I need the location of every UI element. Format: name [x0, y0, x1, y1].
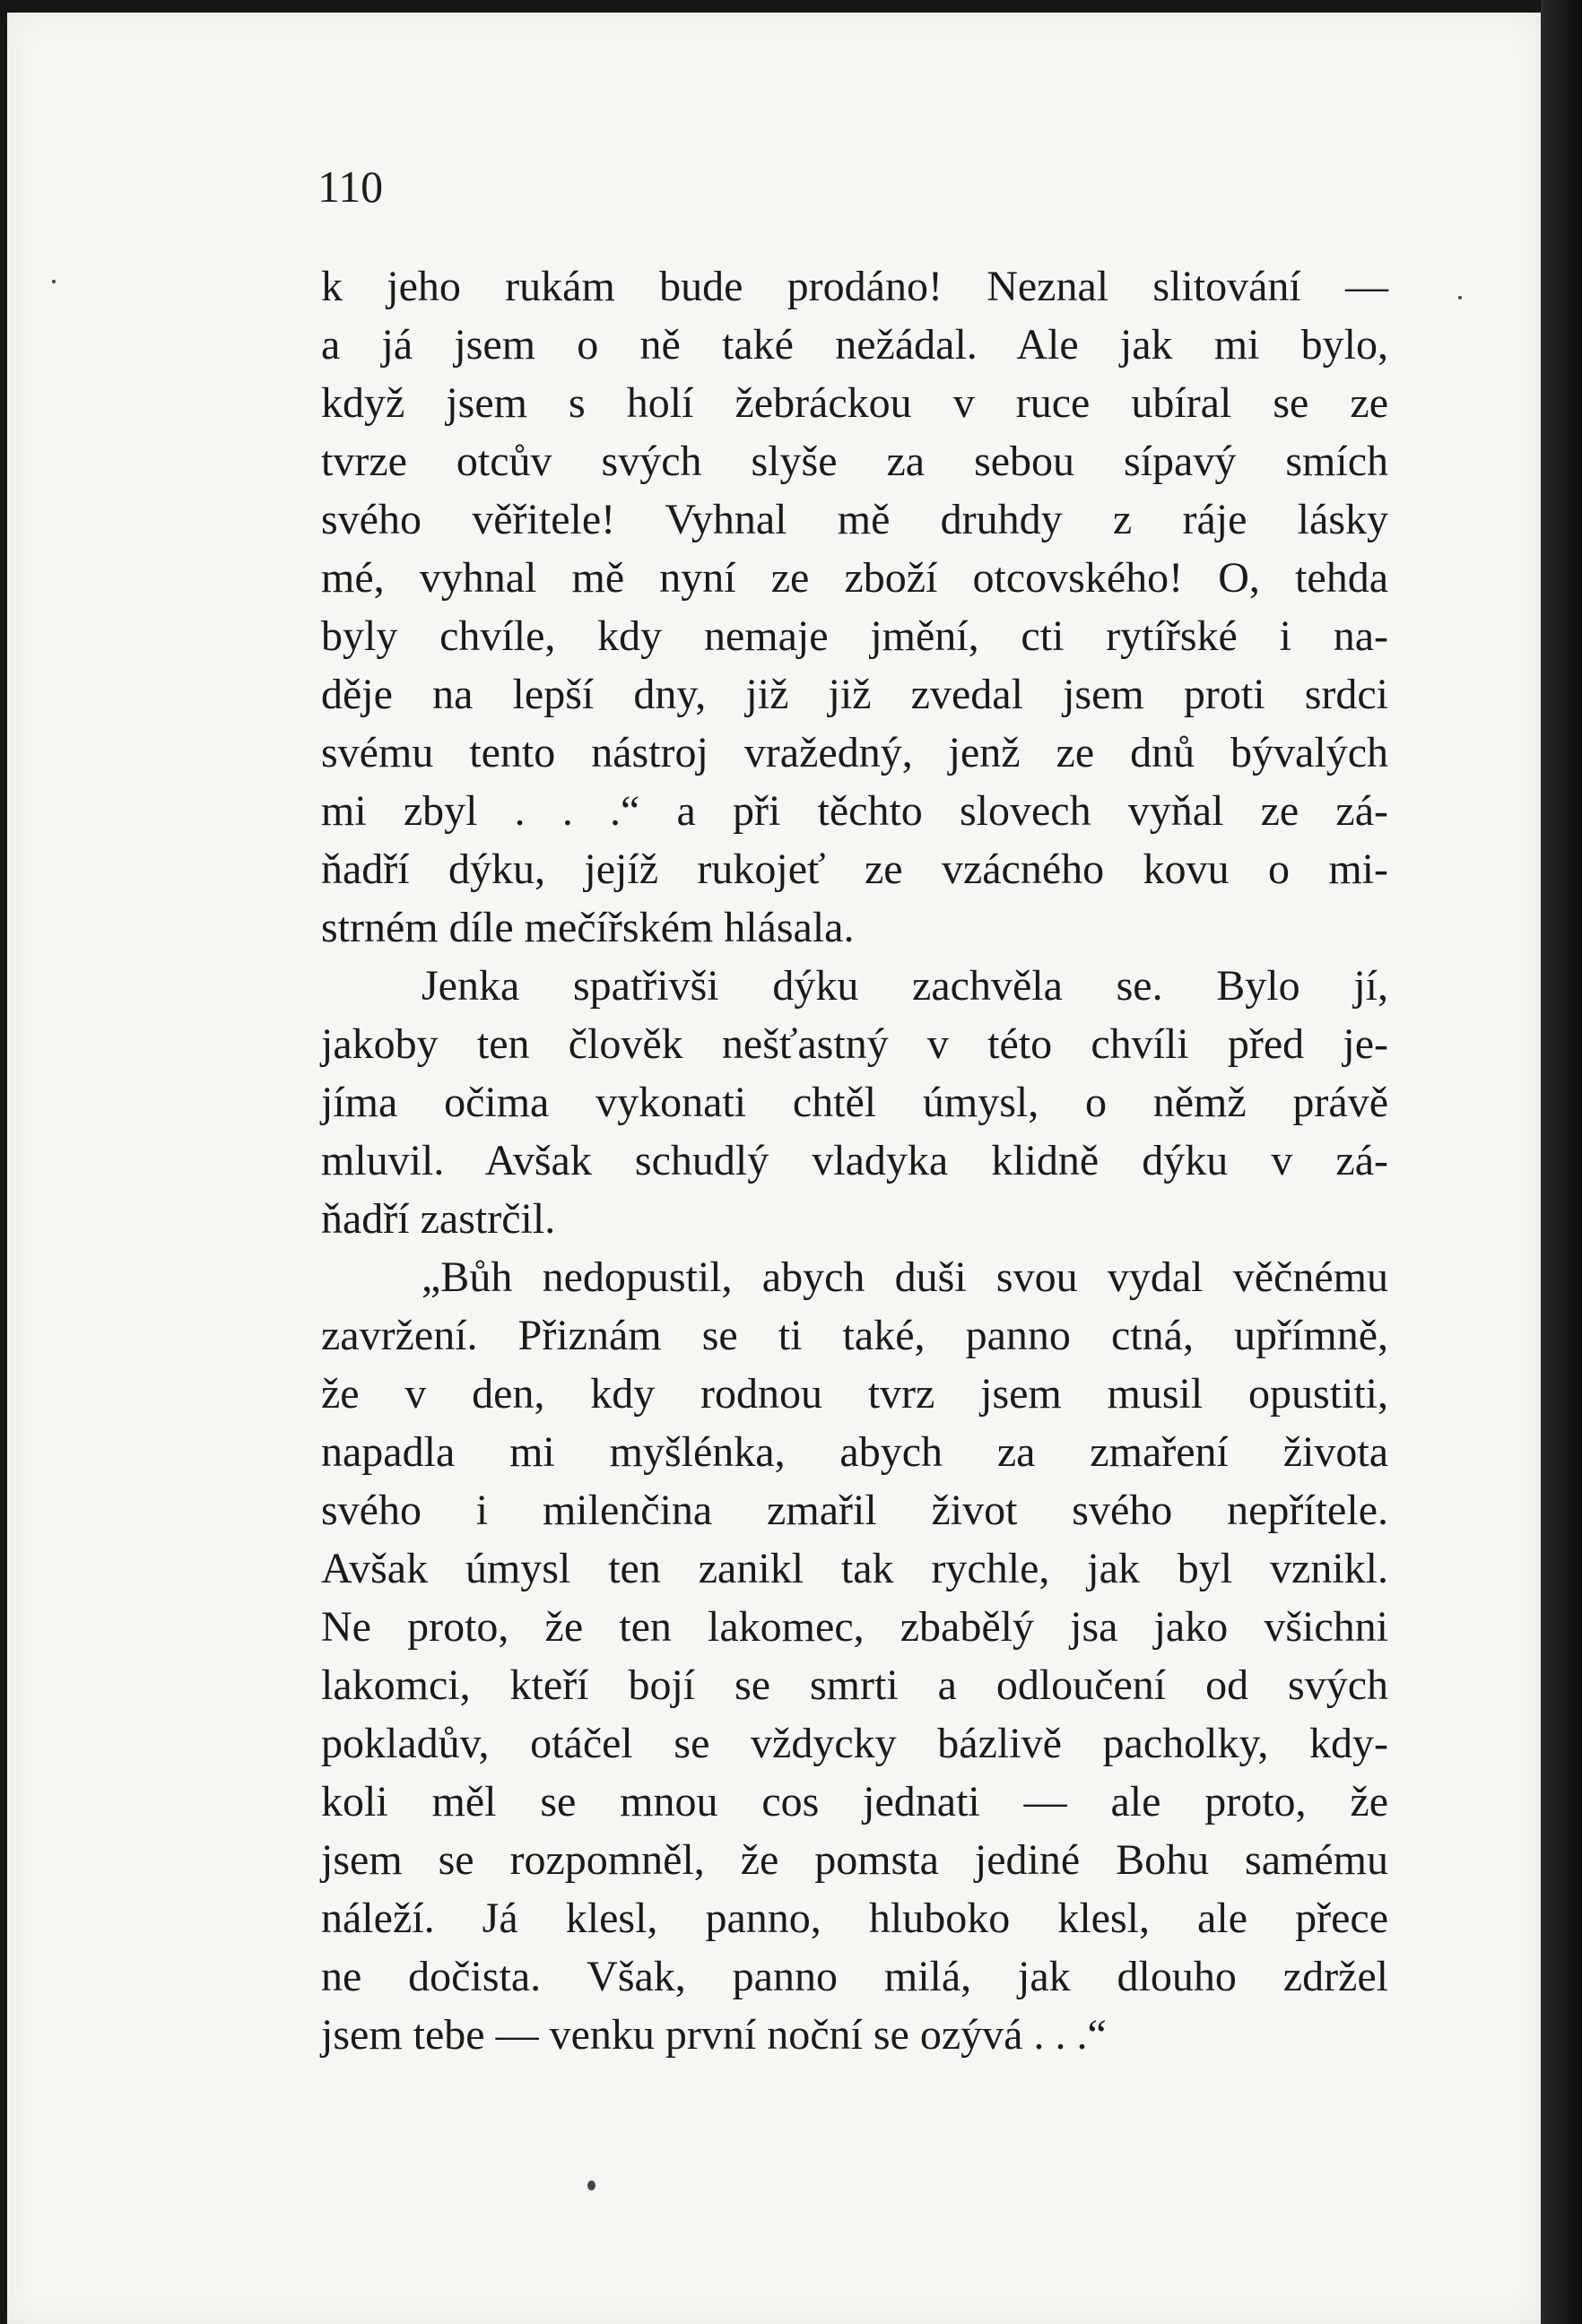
text-line: svému tento nástroj vražedný, jenž ze dnů bývalých — [321, 729, 1388, 776]
text-line: jakoby ten člověk nešťastný v této chvíli před je- — [321, 1020, 1388, 1068]
text-line: jíma očima vykonati chtěl úmysl, o němž právě — [321, 1079, 1388, 1126]
text-line: mi zbyl . . .“ a při těchto slovech vyňal ze zá- — [321, 787, 1388, 835]
scan-edge-shadow — [1541, 0, 1582, 2324]
page-number: 110 — [317, 161, 384, 212]
text-line: Ne proto, že ten lakomec, zbabělý jsa jako všichni — [321, 1603, 1388, 1651]
text-line: tvrze otcův svých slyše za sebou sípavý smích — [321, 438, 1388, 485]
ink-speck — [52, 280, 56, 283]
text-line: Jenka spatřivši dýku zachvěla se. Bylo jí, — [422, 962, 1388, 1010]
text-line: a já jsem o ně také nežádal. Ale jak mi bylo, — [321, 321, 1388, 369]
text-line: zavržení. Přiznám se ti také, panno ctná, upřímně, — [321, 1312, 1388, 1359]
text-line: že v den, kdy rodnou tvrz jsem musil opustiti, — [321, 1370, 1388, 1418]
text-line: jsem tebe — venku první noční se ozývá . . .“ — [321, 2011, 1107, 2059]
text-line: mluvil. Avšak schudlý vladyka klidně dýku v zá- — [321, 1137, 1388, 1184]
text-line: lakomci, kteří bojí se smrti a odloučení od svých — [321, 1661, 1388, 1709]
text-line: ňadří zastrčil. — [321, 1195, 556, 1243]
text-line: svého věřitele! Vyhnal mě druhdy z ráje lásky — [321, 496, 1388, 543]
text-line: byly chvíle, kdy nemaje jmění, cti rytířské i na- — [321, 612, 1388, 660]
text-line: mé, vyhnal mě nyní ze zboží otcovského! O, tehda — [321, 554, 1388, 602]
text-line: když jsem s holí žebráckou v ruce ubíral se ze — [321, 379, 1388, 427]
ink-speck — [1458, 296, 1462, 299]
text-line: náleží. Já klesl, panno, hluboko klesl, ale přece — [321, 1895, 1388, 1942]
text-line: jsem se rozpomněl, že pomsta jediné Bohu samému — [321, 1836, 1388, 1884]
text-line: pokladův, otáčel se vždycky bázlivě pacholky, kdy- — [321, 1720, 1388, 1767]
text-line: děje na lepší dny, již již zvedal jsem proti srdci — [321, 671, 1388, 718]
text-line: Avšak úmysl ten zanikl tak rychle, jak byl vznikl. — [321, 1545, 1388, 1592]
text-line: koli měl se mnou cos jednati — ale proto, že — [321, 1778, 1388, 1825]
text-line: ňadří dýku, jejíž rukojeť ze vzácného kovu o mi- — [321, 845, 1388, 893]
text-line: „Bůh nedopustil, abych duši svou vydal věčnému — [422, 1253, 1388, 1301]
ink-speck — [587, 2181, 595, 2190]
text-line: ne dočista. Však, panno milá, jak dlouho zdržel — [321, 1953, 1388, 2000]
text-line: k jeho rukám bude prodáno! Neznal slitování — — [321, 263, 1388, 310]
text-line: strném díle mečířském hlásala. — [321, 904, 855, 951]
text-line: svého i milenčina zmařil život svého nepřítele. — [321, 1487, 1388, 1534]
text-line: napadla mi myšlénka, abych za zmaření života — [321, 1428, 1388, 1476]
